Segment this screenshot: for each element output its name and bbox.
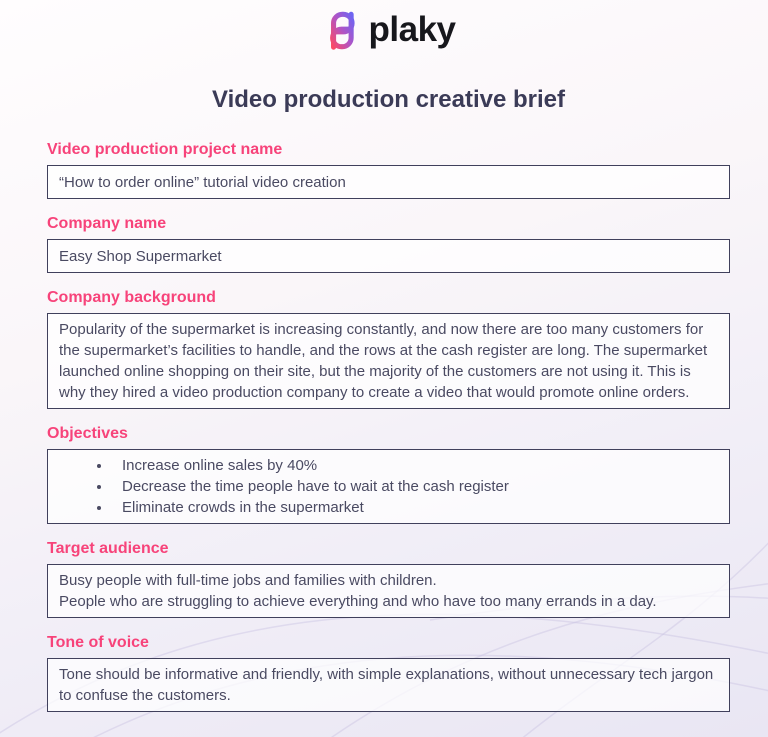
- bullet-item: • Increase online sales by 40%: [112, 455, 718, 476]
- text-field[interactable]: Easy Shop Supermarket: [47, 239, 730, 273]
- textarea-field[interactable]: Popularity of the supermarket is increasing constantly, and now there are too many customers for the supermarket’s facilities to handle, and the rows at the cash register are long. The supermarket launched online shopping on their site, but the majority of the customers are not using it. This is why they hired a video production company to create a video that would promote online orders.: [47, 313, 730, 409]
- textarea-field[interactable]: [47, 449, 730, 524]
- form-section: [47, 214, 730, 273]
- section-label: Video production project name: [47, 141, 283, 158]
- form-section: [47, 424, 730, 524]
- section-label: Objectives: [47, 425, 128, 442]
- textarea-field[interactable]: [47, 564, 730, 618]
- bullet-item: • Decrease the time people have to wait at the cash register: [112, 476, 718, 497]
- section-label: Company background: [47, 289, 216, 306]
- brief-form: [47, 140, 730, 712]
- form-section: [47, 539, 730, 618]
- plaky-logo-icon: [322, 11, 359, 50]
- field-line: People who are struggling to achieve everything and who have too many errands in a day.: [59, 593, 657, 610]
- bullet-item: • Eliminate crowds in the supermarket: [112, 497, 718, 518]
- text-field[interactable]: “How to order online” tutorial video creation: [47, 165, 730, 199]
- form-section: [47, 288, 730, 409]
- section-label: Company name: [47, 215, 167, 232]
- section-label: Target audience: [47, 540, 169, 557]
- plaky-logo: [47, 8, 730, 52]
- plaky-logo-wordmark: plaky: [368, 10, 456, 49]
- section-label: Tone of voice: [47, 634, 149, 651]
- form-section: [47, 633, 730, 712]
- page-title: Video production creative brief: [212, 86, 565, 113]
- field-line: Busy people with full-time jobs and families with children.: [59, 572, 437, 589]
- form-section: [47, 140, 730, 199]
- textarea-field[interactable]: Tone should be informative and friendly, with simple explanations, without unnecessary tech jargon to confuse the customers.: [47, 658, 730, 712]
- bullet-list: [59, 455, 718, 518]
